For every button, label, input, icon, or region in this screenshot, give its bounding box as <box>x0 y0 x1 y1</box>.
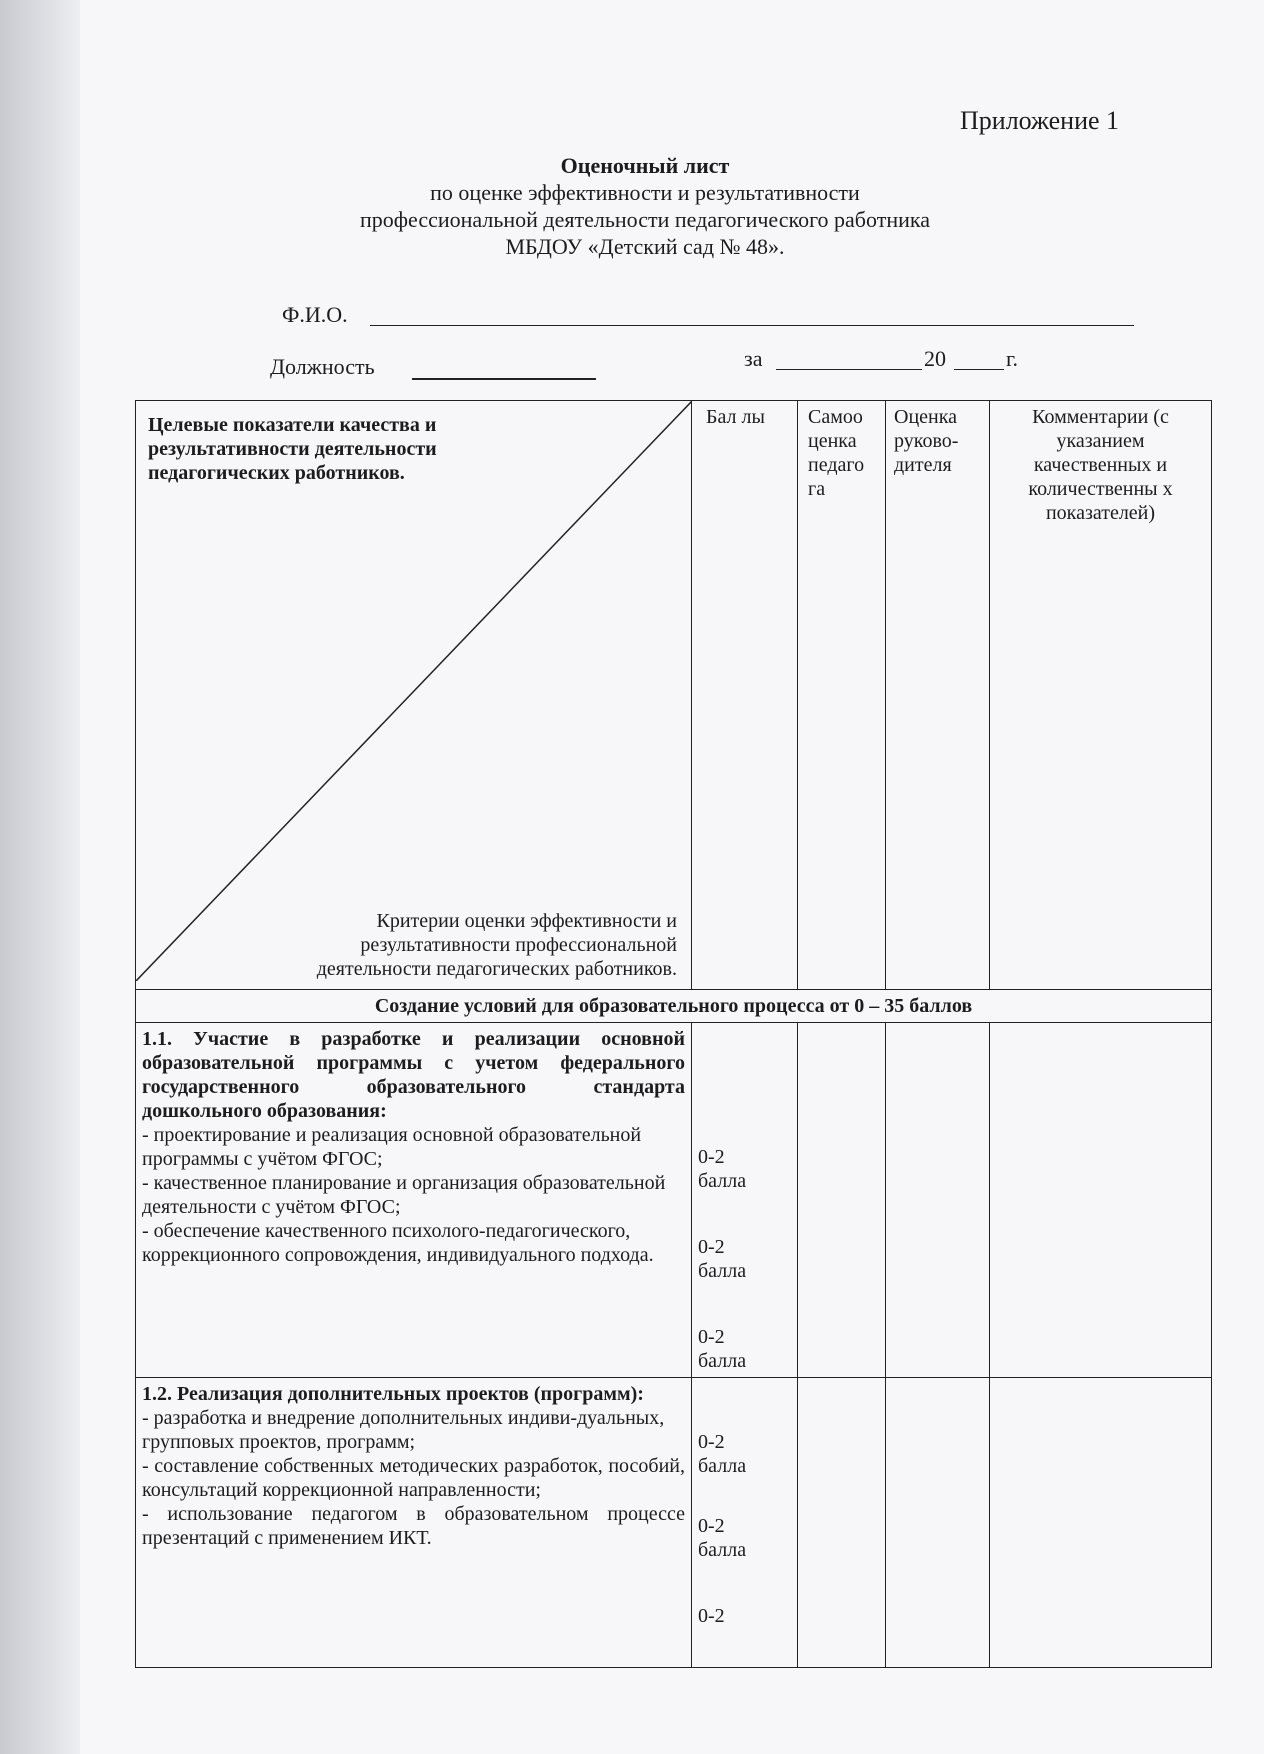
evaluation-table <box>135 400 1212 1668</box>
diagonal-header-cell <box>136 401 692 990</box>
criterion-cell <box>136 1378 692 1668</box>
comments-header: Комментарии (с указанием качественных и количественны х показателей) <box>990 401 1212 990</box>
head-evaluation-cell[interactable] <box>886 1023 990 1378</box>
points-value: 0-2 балла <box>698 1326 747 1372</box>
title-line-1: Оценочный лист <box>560 153 730 178</box>
title-line-3: профессиональной деятельности педагогического работника <box>360 207 930 232</box>
table-row <box>136 1378 1212 1668</box>
self-evaluation-cell[interactable] <box>798 1023 886 1378</box>
document-title <box>240 152 1050 260</box>
points-value: 0-2 балла <box>698 1236 747 1282</box>
self-evaluation-cell[interactable] <box>798 1378 886 1668</box>
table-header-row <box>136 401 1212 990</box>
fio-label: Ф.И.О. <box>282 302 348 327</box>
points-header: Бал лы <box>692 401 798 990</box>
criterion-item: - разработка и внедрение дополнительных индиви-дуальных, групповых проектов, программ; <box>142 1407 665 1453</box>
points-value: 0-2 балла <box>698 1431 747 1477</box>
position-label: Должность <box>270 354 375 379</box>
position-blank-line[interactable] <box>412 378 596 380</box>
points-value: 0-2 <box>698 1605 725 1627</box>
period-year-prefix: 20 <box>924 346 946 371</box>
points-cell <box>692 1023 798 1378</box>
period-suffix: г. <box>1006 346 1019 371</box>
criterion-item: - использование педагогом в образовательном процессе презентаций с применением ИКТ. <box>142 1503 685 1549</box>
title-line-4: МБДОУ «Детский сад № 48». <box>505 234 785 259</box>
self-evaluation-header: Самоо ценка педаго га <box>798 401 886 990</box>
criterion-item: - составление собственных методических разработок, пособий, консультаций коррекционной направленности; <box>142 1455 685 1501</box>
section-title: Создание условий для образовательного процесса от 0 – 35 баллов <box>136 990 1212 1023</box>
criterion-title: 1.1. Участие в разработке и реализации основной образовательной программы с учетом федерального государственного образовательного стандарта дошкольного образования: <box>142 1028 685 1122</box>
criterion-title: 1.2. Реализация дополнительных проектов (программ): <box>142 1383 644 1405</box>
appendix-label: Приложение 1 <box>960 106 1120 135</box>
table-row <box>136 1023 1212 1378</box>
title-line-2: по оценке эффективности и результативности <box>430 180 860 205</box>
diagonal-divider-line <box>136 401 692 981</box>
points-cell <box>692 1378 798 1668</box>
period-prefix: за <box>744 346 763 371</box>
criterion-cell <box>136 1023 692 1378</box>
target-indicators-header: Целевые показатели качества и результативности деятельности педагогических работников. <box>148 414 437 484</box>
criterion-item: - качественное планирование и организация образовательной деятельности с учётом ФГОС; <box>142 1172 666 1218</box>
head-evaluation-cell[interactable] <box>886 1378 990 1668</box>
points-value: 0-2 балла <box>698 1515 747 1561</box>
points-value: 0-2 балла <box>698 1146 747 1192</box>
comments-cell[interactable] <box>990 1023 1212 1378</box>
period-blank-line[interactable] <box>776 369 922 370</box>
comments-cell[interactable] <box>990 1378 1212 1668</box>
criteria-header: Критерии оценки эффективности и результативности профессиональной деятельности педагогических работников. <box>316 910 677 980</box>
year-blank-line[interactable] <box>954 369 1004 370</box>
fio-blank-line[interactable] <box>370 325 1134 326</box>
section-row <box>136 990 1212 1023</box>
head-evaluation-header: Оценка руково-дителя <box>886 401 990 990</box>
criterion-item: - проектирование и реализация основной образовательной программы с учётом ФГОС; <box>142 1124 642 1170</box>
criterion-item: - обеспечение качественного психолого-педагогического, коррекционного сопровождения, индивидуального подхода. <box>142 1220 654 1266</box>
